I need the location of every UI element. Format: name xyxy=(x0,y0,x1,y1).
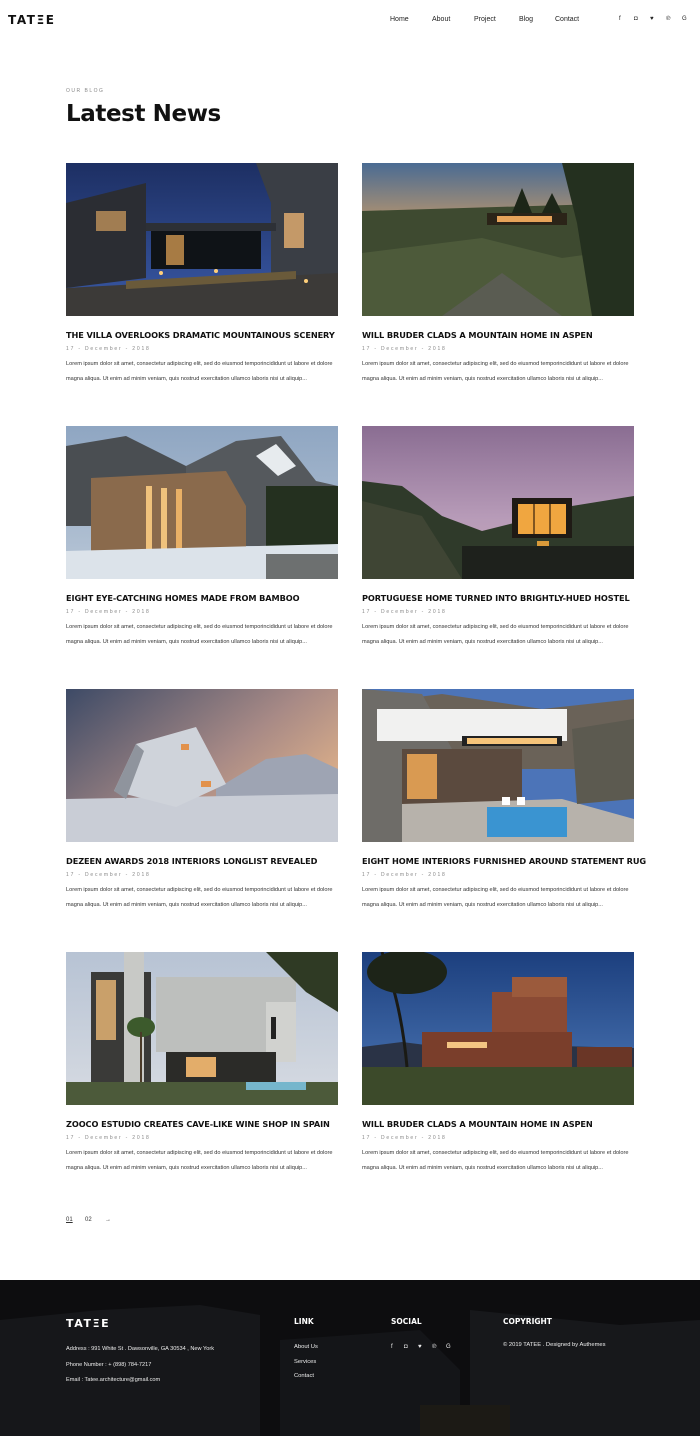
footer-link-heading: LINK xyxy=(294,1317,314,1326)
post-thumbnail[interactable] xyxy=(66,163,338,316)
blog-post-card xyxy=(362,952,634,1175)
facebook-icon[interactable]: f xyxy=(619,16,621,22)
google-icon[interactable]: G xyxy=(682,16,687,22)
footer-email[interactable]: Email : Tatee.architecture@gmail.com xyxy=(66,1377,161,1383)
footer-link-services[interactable]: Services xyxy=(294,1359,317,1365)
post-excerpt: Lorem ipsum dolor sit amet, consectetur adipiscing elit, sed do eiusmod temporincididunt ut labore et dolore magna aliqua. Ut enim ad minim veniam, quis nostrud exercitation ullamco laboris nisi ut aliquip... xyxy=(66,1150,333,1171)
twitter-icon[interactable]: ♥ xyxy=(418,1344,422,1350)
post-title[interactable]: WILL BRUDER CLADS A MOUNTAIN HOME IN ASPEN xyxy=(362,330,593,340)
blog-post-card xyxy=(66,163,338,386)
header-social xyxy=(0,15,700,25)
post-title[interactable]: DEZEEN AWARDS 2018 INTERIORS LONGLIST REVEALED xyxy=(66,856,318,866)
post-thumbnail[interactable] xyxy=(362,689,634,842)
blog-post-card xyxy=(66,426,338,649)
footer-copyright: © 2019 TATEE . Designed by Authemes xyxy=(503,1342,606,1348)
footer-social-heading: SOCIAL xyxy=(391,1317,422,1326)
post-date: 17 - December - 2018 xyxy=(66,1135,151,1141)
pinterest-icon[interactable]: ℗ xyxy=(666,16,671,22)
pinterest-icon[interactable]: ℗ xyxy=(432,1344,437,1350)
post-title[interactable]: ZOOCO ESTUDIO CREATES CAVE-LIKE WINE SHOP IN SPAIN xyxy=(66,1119,330,1129)
nav-blog[interactable]: Blog xyxy=(519,16,534,23)
post-title[interactable]: EIGHT HOME INTERIORS FURNISHED AROUND STATEMENT RUG xyxy=(362,856,646,866)
instagram-icon[interactable]: ◘ xyxy=(634,16,638,22)
post-thumbnail[interactable] xyxy=(362,163,634,316)
post-title[interactable]: PORTUGUESE HOME TURNED INTO BRIGHTLY-HUED HOSTEL xyxy=(362,593,630,603)
blog-post-card xyxy=(362,689,646,912)
post-excerpt: Lorem ipsum dolor sit amet, consectetur adipiscing elit, sed do eiusmod temporincididunt ut labore et dolore magna aliqua. Ut enim ad minim veniam, quis nostrud exercitation ullamco laboris nisi ut aliquip... xyxy=(362,887,629,908)
page-title: Latest News xyxy=(66,101,221,127)
footer-link-about[interactable]: About Us xyxy=(294,1344,318,1350)
post-title[interactable]: WILL BRUDER CLADS A MOUNTAIN HOME IN ASPEN xyxy=(362,1119,593,1129)
footer-logo[interactable]: TATΞE xyxy=(66,1317,111,1330)
post-date: 17 - December - 2018 xyxy=(362,1135,447,1141)
nav-contact[interactable]: Contact xyxy=(555,16,580,23)
post-excerpt: Lorem ipsum dolor sit amet, consectetur adipiscing elit, sed do eiusmod temporincididunt ut labore et dolore magna aliqua. Ut enim ad minim veniam, quis nostrud exercitation ullamco laboris nisi ut aliquip... xyxy=(66,361,333,382)
footer-address: Address : 991 White St . Dawsonville, GA 30534 , New York xyxy=(66,1346,214,1352)
post-thumbnail[interactable] xyxy=(362,952,634,1105)
facebook-icon[interactable]: f xyxy=(391,1344,393,1350)
post-excerpt: Lorem ipsum dolor sit amet, consectetur adipiscing elit, sed do eiusmod temporincididunt ut labore et dolore magna aliqua. Ut enim ad minim veniam, quis nostrud exercitation ullamco laboris nisi ut aliquip... xyxy=(66,624,333,645)
post-date: 17 - December - 2018 xyxy=(362,346,447,352)
post-thumbnail[interactable] xyxy=(66,689,338,842)
blog-post-card xyxy=(362,426,634,649)
footer-phone: Phone Number : + (898) 784-7217 xyxy=(66,1362,152,1368)
post-thumbnail[interactable] xyxy=(66,426,338,579)
pagination xyxy=(66,1217,126,1227)
footer-link-contact[interactable]: Contact xyxy=(294,1373,314,1379)
post-excerpt: Lorem ipsum dolor sit amet, consectetur adipiscing elit, sed do eiusmod temporincididunt ut labore et dolore magna aliqua. Ut enim ad minim veniam, quis nostrud exercitation ullamco laboris nisi ut aliquip... xyxy=(362,1150,629,1171)
blog-post-card xyxy=(66,689,338,912)
post-excerpt: Lorem ipsum dolor sit amet, consectetur adipiscing elit, sed do eiusmod temporincididunt ut labore et dolore magna aliqua. Ut enim ad minim veniam, quis nostrud exercitation ullamco laboris nisi ut aliquip... xyxy=(362,361,629,382)
post-date: 17 - December - 2018 xyxy=(66,346,151,352)
post-excerpt: Lorem ipsum dolor sit amet, consectetur adipiscing elit, sed do eiusmod temporincididunt ut labore et dolore magna aliqua. Ut enim ad minim veniam, quis nostrud exercitation ullamco laboris nisi ut aliquip... xyxy=(362,624,629,645)
post-date: 17 - December - 2018 xyxy=(362,609,447,615)
post-excerpt: Lorem ipsum dolor sit amet, consectetur adipiscing elit, sed do eiusmod temporincididunt ut labore et dolore magna aliqua. Ut enim ad minim veniam, quis nostrud exercitation ullamco laboris nisi ut aliquip... xyxy=(66,887,333,908)
post-thumbnail[interactable] xyxy=(362,426,634,579)
blog-post-card xyxy=(362,163,634,386)
post-date: 17 - December - 2018 xyxy=(66,872,151,878)
page-link-02[interactable]: 02 xyxy=(85,1217,92,1223)
post-title[interactable]: EIGHT EYE-CATCHING HOMES MADE FROM BAMBOO xyxy=(66,593,300,603)
post-title[interactable]: THE VILLA OVERLOOKS DRAMATIC MOUNTAINOUS SCENERY xyxy=(66,330,335,340)
site-header xyxy=(0,0,700,40)
post-date: 17 - December - 2018 xyxy=(362,872,447,878)
site-footer xyxy=(0,1280,700,1436)
page-link-01[interactable]: 01 xyxy=(66,1217,73,1223)
footer-background xyxy=(0,1280,700,1436)
nav-about[interactable]: About xyxy=(432,16,451,23)
nav-home[interactable]: Home xyxy=(390,16,409,23)
twitter-icon[interactable]: ♥ xyxy=(650,16,654,22)
post-date: 17 - December - 2018 xyxy=(66,609,151,615)
post-thumbnail[interactable] xyxy=(66,952,338,1105)
instagram-icon[interactable]: ◘ xyxy=(404,1344,408,1350)
logo[interactable]: TATΞE xyxy=(8,13,56,27)
google-icon[interactable]: G xyxy=(446,1344,451,1350)
footer-copyright-heading: COPYRIGHT xyxy=(503,1317,552,1326)
nav-project[interactable]: Project xyxy=(474,16,496,23)
arrow-right-icon[interactable]: → xyxy=(105,1217,111,1223)
section-eyebrow: OUR BLOG xyxy=(66,88,105,94)
blog-post-card xyxy=(66,952,338,1175)
